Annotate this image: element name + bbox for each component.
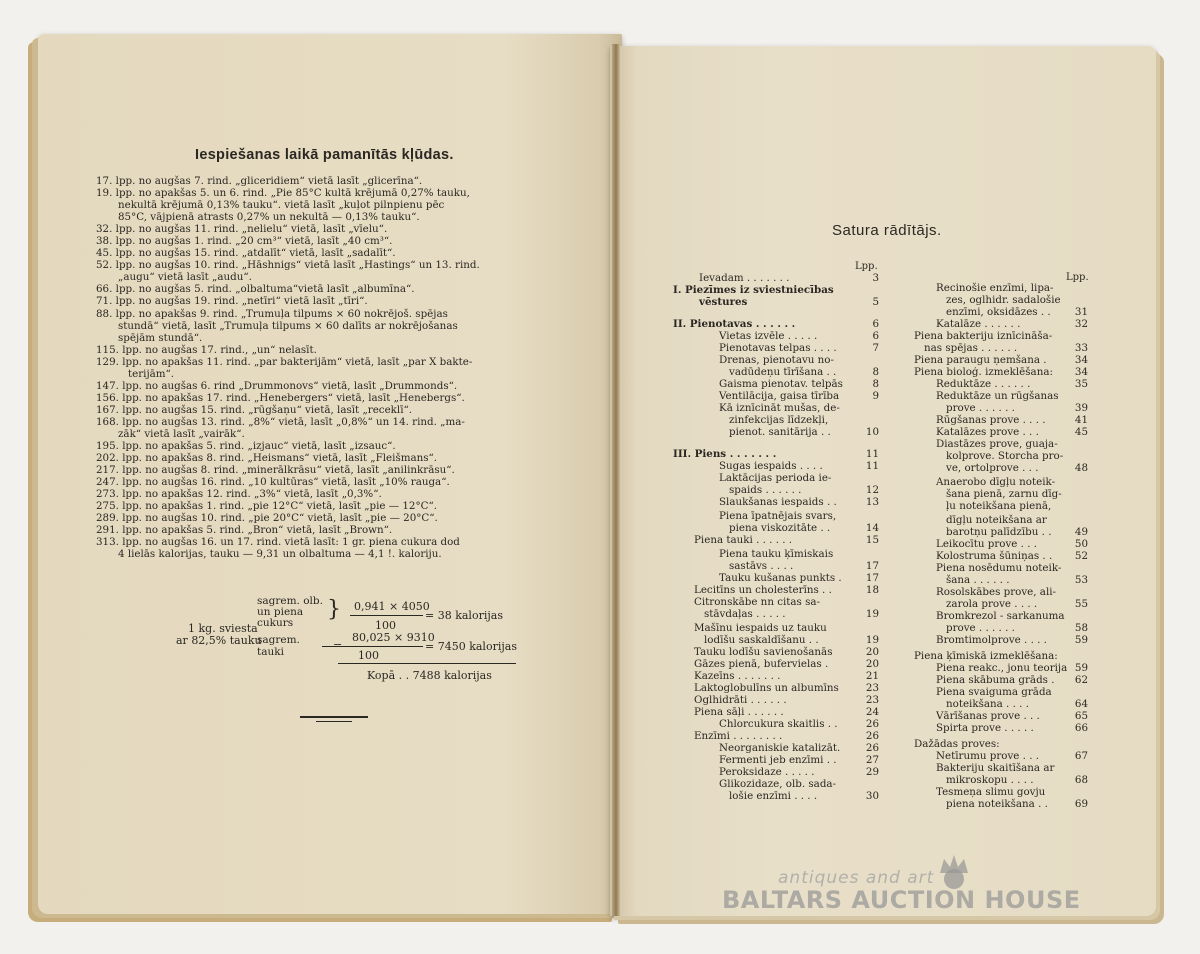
toc-entry: Rūgšanas prove . . . . (936, 414, 1046, 426)
toc-entry: Katalāze . . . . . . (936, 318, 1021, 330)
toc-entry: Piena īpatnējais svars, (719, 510, 837, 522)
errata-line: „augu“ vietā lasīt „audu“. (118, 271, 252, 284)
toc-page-number: 48 (1074, 462, 1088, 474)
toc-entry: Piena bioloģ. izmeklēšana: (914, 366, 1053, 378)
calc-top-brace: } (327, 597, 341, 622)
toc-page-number: 19 (865, 608, 879, 620)
toc-entry: Laktoglobulīns un albumīns (694, 682, 839, 694)
calc-bottom-label-1: sagrem. (257, 634, 300, 646)
end-ornament-bottom (316, 721, 352, 722)
toc-entry: Lecitīns un cholesterīns . . (694, 584, 832, 596)
errata-line: 195. lpp. no apakšas 5. rind. „izjauc“ vietā, lasīt „izsauc“. (96, 440, 396, 453)
toc-page-number: 13 (865, 496, 879, 508)
book-gutter (612, 44, 620, 916)
toc-page-number: 23 (865, 694, 879, 706)
toc-page-label-right: Lpp. (1066, 272, 1089, 283)
toc-page-number: 29 (865, 766, 879, 778)
toc-entry: lošie enzīmi . . . . (729, 790, 818, 802)
toc-entry: prove . . . . . . (946, 622, 1015, 634)
errata-line: 313. lpp. no augšas 16. un 17. rind. vietā lasīt: 1 gr. piena cukura dod (96, 536, 460, 549)
errata-line: 38. lpp. no augšas 1. rind. „20 cm³“ vietā, lasīt „40 cm³“. (96, 235, 393, 248)
toc-page-number: 8 (872, 378, 879, 390)
calc-label-butter: 1 kg. sviesta (188, 622, 258, 635)
toc-entry: zinfekcijas līdzekļi, (729, 414, 829, 426)
errata-line: 17. lpp. no augšas 7. rind. „gliceridiem“ vietā lasīt „glicerīna“. (96, 175, 423, 187)
errata-line: nekultā krējumā 0,13% tauku“. vietā lasīt „kuļot pilnpienu pēc (118, 199, 445, 212)
toc-entry: šana . . . . . . (946, 574, 1010, 586)
calc-label-fat-percent: ar 82,5% tauku (176, 634, 262, 647)
calc-total: Kopā . . 7488 kalorijas (367, 669, 492, 682)
toc-entry: Tesmeņa slimu govju (936, 786, 1046, 798)
errata-line: 291. lpp. no apakšas 5. rind. „Bron“ vietā, lasīt „Brown“. (96, 524, 393, 537)
errata-line: 66. lpp. no augšas 5. rind. „olbaltuma“vietā lasīt „albumīna“. (96, 283, 415, 296)
toc-entry: Spirta prove . . . . . (936, 722, 1034, 734)
toc-page-number: 23 (865, 682, 879, 694)
errata-line: zāk“ vietā lasīt „vairāk“. (118, 427, 245, 440)
toc-page-number: 15 (865, 534, 879, 546)
toc-entry: Kā iznīcināt mušas, de- (719, 402, 840, 414)
toc-page-number: 7 (872, 342, 879, 354)
toc-entry: prove . . . . . . (946, 402, 1015, 414)
toc-entry: dīgļu noteikšana ar (946, 514, 1047, 526)
toc-page-number: 67 (1074, 750, 1088, 762)
toc-entry: noteikšana . . . . (946, 698, 1029, 710)
toc-entry: sastāvs . . . . (729, 560, 794, 572)
toc-entry: Laktācijas perioda ie- (719, 472, 832, 484)
toc-entry: Fermenti jeb enzīmi . . (719, 754, 837, 766)
toc-entry: Kazeīns . . . . . . . (694, 670, 781, 682)
toc-page-number: 49 (1074, 526, 1088, 538)
toc-page-number: 52 (1074, 550, 1088, 562)
toc-entry: Recinošie enzīmi, lipa- (936, 282, 1054, 294)
toc-entry: Gāzes pienā, bufervielas . (694, 658, 829, 670)
toc-page-number: 66 (1074, 722, 1088, 734)
calc-top-label-1: sagrem. olb. (257, 595, 323, 607)
toc-page-number: 20 (865, 646, 879, 658)
toc-entry: stāvdaļas . . . . . (704, 608, 786, 620)
toc-entry: Piena nosēdumu noteik- (936, 562, 1062, 574)
toc-entry: Piena bakteriju iznīcināša- (914, 330, 1053, 342)
toc-entry: Piena paraugu ņemšana . (914, 354, 1047, 366)
toc-entry: II. Pienotavas . . . . . . (673, 318, 796, 330)
toc-entry: Piena sāļi . . . . . . (694, 706, 784, 718)
toc-entry: III. Piens . . . . . . . (673, 448, 777, 460)
toc-entry: Sugas iespaids . . . . (719, 460, 823, 472)
calc-bottom-numerator: 80,025 × 9310 (352, 631, 435, 644)
toc-page-number: 18 (865, 584, 879, 596)
errata-line: 85°C, vājpienā atrasts 0,27% un nekultā — 0,13% tauku“. (118, 211, 420, 224)
toc-entry: Bakteriju skaitīšana ar (936, 762, 1055, 774)
toc-page-number: 33 (1074, 342, 1088, 354)
toc-page-number: 3 (872, 272, 879, 284)
toc-entry: Piena svaiguma grāda (936, 686, 1052, 698)
toc-page-number: 68 (1074, 774, 1088, 786)
watermark-tagline: antiques and art (778, 868, 935, 888)
toc-entry: Bromtimolprove . . . . (936, 634, 1047, 646)
toc-page-number: 5 (872, 296, 879, 308)
errata-line: terijām“. (128, 367, 175, 380)
toc-page-number: 21 (865, 670, 879, 682)
errata-line: 45. lpp. no augšas 15. rind. „atdalīt“ vietā, lasīt „sadalīt“. (96, 247, 396, 260)
toc-entry: vadūdeņu tīrīšana . . (729, 366, 837, 378)
errata-line: 247. lpp. no augšas 16. rind. „10 kultūras“ vietā, lasīt „10% rauga“. (96, 476, 450, 489)
toc-entry: Piena ķīmiskā izmeklēšana: (914, 650, 1058, 662)
end-ornament-top (300, 716, 368, 718)
toc-page-number: 12 (865, 484, 879, 496)
toc-page-number: 17 (865, 560, 879, 572)
calc-top-label-2: un piena (257, 606, 304, 618)
toc-page-number: 35 (1074, 378, 1088, 390)
toc-entry: ve, ortolprove . . . (946, 462, 1039, 474)
errata-line: 88. lpp. no apakšas 9. rind. „Trumuļa tilpums × 60 nokrējoš. spējas (96, 307, 448, 320)
toc-page-number: 31 (1074, 306, 1088, 318)
toc-page-number: 20 (865, 658, 879, 670)
toc-page-number: 39 (1074, 402, 1088, 414)
errata-line: spējām stundā“. (118, 331, 203, 344)
toc-page-number: 27 (865, 754, 879, 766)
errata-line: 71. lpp. no augšas 19. rind. „netīri“ vietā lasīt „tīri“. (96, 295, 368, 308)
toc-entry: Slaukšanas iespaids . . (719, 496, 837, 508)
toc-entry: Diastāzes prove, guaja- (936, 438, 1058, 450)
toc-entry: Drenas, pienotavu no- (719, 354, 834, 366)
errata-line: 19. lpp. no apakšas 5. un 6. rind. „Pie 85°C kultā krējumā 0,27% tauku, (96, 187, 470, 200)
toc-page-number: 69 (1074, 798, 1088, 810)
toc-entry: vēstures (699, 296, 748, 308)
toc-page-number: 32 (1074, 318, 1088, 330)
toc-entry: Kolostruma šūniņas . . (936, 550, 1053, 562)
toc-page-number: 55 (1074, 598, 1088, 610)
toc-entry: enzīmi, oksidāzes . . (946, 306, 1051, 318)
calc-top-label-3: cukurs (257, 617, 294, 629)
toc-entry: šana pienā, zarnu dīg- (946, 488, 1062, 500)
toc-page-number: 64 (1074, 698, 1088, 710)
toc-entry: Rosolskābes prove, ali- (936, 586, 1057, 598)
toc-entry: barotņu palīdzību . . (946, 526, 1052, 538)
errata-line: 115. lpp. no augšas 17. rind., „un“ nelasīt. (96, 343, 317, 356)
toc-entry: Reduktāze . . . . . . (936, 378, 1031, 390)
toc-entry: Gaisma pienotav. telpās (719, 378, 843, 390)
errata-line: 52. lpp. no augšas 10. rind. „Hāshnigs“ vietā lasīt „Hastings“ un 13. rind. (96, 259, 480, 272)
errata-line: 217. lpp. no augšas 8. rind. „minerālkrāsu“ vietā, lasīt „anilinkrāsu“. (96, 464, 455, 477)
toc-entry: lodīšu saskaldīšanu . . (704, 634, 819, 646)
toc-entry: Katalāzes prove . . . (936, 426, 1039, 438)
toc-entry: Ievadam . . . . . . . (699, 272, 790, 284)
errata-line: 273. lpp. no apakšas 12. rind. „3%“ vietā, lasīt „0,3%“. (96, 488, 382, 501)
errata-line: 289. lpp. no augšas 10. rind. „pie 20°C“ vietā, lasīt „pie — 20°C“. (96, 512, 438, 525)
toc-entry: Oglhidrāti . . . . . . (694, 694, 787, 706)
toc-entry: Ventilācija, gaisa tīrība (719, 390, 840, 402)
toc-entry: Netīrumu prove . . . (936, 750, 1040, 762)
toc-entry: mikroskopu . . . . (946, 774, 1034, 786)
toc-entry: Pienotavas telpas . . . . (719, 342, 837, 354)
toc-entry: Piena reakc., jonu teorija (936, 662, 1068, 674)
toc-page-number: 50 (1074, 538, 1088, 550)
toc-entry: Piena tauki . . . . . . (694, 534, 793, 546)
toc-entry: Chlorcukura skaitlis . . (719, 718, 838, 730)
errata-line: 147. lpp. no augšas 6. rind „Drummonovs“ vietā, lasīt „Drummonds“. (96, 379, 458, 392)
errata-line: 4 lielās kalorijas, tauku — 9,31 un olbaltuma — 4,1 !. kaloriju. (118, 548, 442, 561)
crown-icon (936, 853, 972, 889)
calc-top-result: = 38 kalorijas (425, 609, 503, 622)
errata-line: 275. lpp. no apakšas 1. rind. „pie 12°C“ vietā, lasīt „pie — 12°C“. (96, 500, 438, 513)
calc-bottom-denominator: 100 (358, 649, 379, 662)
toc-page-number: 58 (1074, 622, 1088, 634)
errata-line: stundā“ vietā, lasīt „Trumuļa tilpums × 60 dalīts ar nokrējošanas (118, 319, 458, 332)
toc-entry: piena viskozitāte . . (729, 522, 831, 534)
toc-entry: piena noteikšana . . (946, 798, 1048, 810)
toc-entry: Peroksidaze . . . . . (719, 766, 815, 778)
toc-page-number: 26 (865, 718, 879, 730)
toc-entry: ļu noteikšana pienā, (946, 500, 1052, 512)
toc-entry: Neorganiskie katalizāt. (719, 742, 841, 754)
toc-page-number: 34 (1074, 366, 1088, 378)
toc-page-number: 65 (1074, 710, 1088, 722)
calc-total-rule (338, 663, 516, 664)
toc-entry: kolprove. Storcha pro- (946, 450, 1064, 462)
calc-bottom-fraction-bar (322, 646, 423, 647)
toc-entry: Reduktāze un rūgšanas (936, 390, 1059, 402)
errata-list (96, 175, 516, 561)
toc-page-number: 17 (865, 572, 879, 584)
toc-page-number: 26 (865, 742, 879, 754)
toc-page-number: 11 (865, 460, 879, 472)
toc-page-number: 19 (865, 634, 879, 646)
toc-page-number: 10 (865, 426, 879, 438)
errata-line: 202. lpp. no apakšas 8. rind. „Heismans“ vietā, lasīt „Fleišmans“. (96, 452, 438, 465)
calc-bottom-label-2: tauki (257, 646, 284, 658)
toc-entry: Leikocītu prove . . . (936, 538, 1038, 550)
errata-line: 156. lpp. no apakšas 17. rind. „Henebergers“ vietā, lasīt „Henebergs“. (96, 391, 465, 404)
toc-entry: Tauku kušanas punkts . (719, 572, 842, 584)
toc-entry: zarola prove . . . . (946, 598, 1038, 610)
toc-page-number: 6 (872, 318, 879, 330)
toc-title: Satura rādītājs. (832, 222, 942, 239)
toc-page-number: 53 (1074, 574, 1088, 586)
toc-entry: nas spējas . . . . . . (924, 342, 1018, 354)
toc-entry: zes, oglhidr. sadalošie (946, 294, 1061, 306)
calc-top-numerator: 0,941 × 4050 (354, 600, 430, 613)
toc-entry: Piena skābuma grāds . (936, 674, 1055, 686)
toc-page-number: 24 (865, 706, 879, 718)
toc-page-number: 59 (1074, 634, 1088, 646)
toc-entry: Anaerobo dīgļu noteik- (936, 476, 1056, 488)
toc-page-number: 26 (865, 730, 879, 742)
toc-page-number: 9 (872, 390, 879, 402)
errata-line: 32. lpp. no augšas 11. rind. „nelielu“ vietā, lasīt „vīelu“. (96, 223, 388, 236)
watermark-brand: BALTARS AUCTION HOUSE (722, 886, 1081, 914)
errata-line: 168. lpp. no augšas 13. rind. „8%“ vietā, lasīt „0,8%“ un 14. rind. „ma- (96, 415, 465, 428)
toc-entry: Citronskābe nn citas sa- (694, 596, 821, 608)
toc-entry: Dažādas proves: (914, 738, 1000, 750)
toc-entry: spaids . . . . . . (729, 484, 802, 496)
toc-page-number: 62 (1074, 674, 1088, 686)
toc-entry: Enzīmi . . . . . . . . (694, 730, 783, 742)
toc-entry: pienot. sanitārija . . (729, 426, 831, 438)
calc-top-fraction-bar (350, 615, 423, 616)
calc-bottom-result: = 7450 kalorijas (425, 640, 517, 653)
toc-page-number: 6 (872, 330, 879, 342)
toc-entry: Vārīšanas prove . . . (936, 710, 1040, 722)
toc-page-number: 14 (865, 522, 879, 534)
toc-page-number: 34 (1074, 354, 1088, 366)
toc-page-number: 30 (865, 790, 879, 802)
toc-page-number: 41 (1074, 414, 1088, 426)
toc-entry: Bromkrezol - sarkanuma (936, 610, 1065, 622)
toc-entry: Mašīnu iespaids uz tauku (694, 622, 827, 634)
toc-page-label-left: Lpp. (855, 261, 878, 272)
toc-page-number: 59 (1074, 662, 1088, 674)
toc-page-number: 8 (872, 366, 879, 378)
errata-line: 167. lpp. no augšas 15. rind. „rūgšaņu“ vietā, lasīt „receklī“. (96, 403, 413, 416)
toc-entry: Vietas izvēle . . . . . (719, 330, 818, 342)
toc-entry: I. Piezīmes iz sviestniecības (673, 284, 834, 296)
toc-entry: Glikozidaze, olb. sada- (719, 778, 837, 790)
toc-entry: Piena tauku ķīmiskais (719, 548, 834, 560)
calc-top-denominator: 100 (375, 619, 396, 632)
toc-page-number: 11 (865, 448, 879, 460)
errata-title: Iespiešanas laikā pamanītās kļūdas. (195, 147, 454, 163)
toc-entry: Tauku lodīšu savienošanās (694, 646, 833, 658)
errata-line: 129. lpp. no apakšas 11. rind. „par bakterijām“ vietā, lasīt „par X bakte- (96, 355, 473, 368)
toc-page-number: 45 (1074, 426, 1088, 438)
